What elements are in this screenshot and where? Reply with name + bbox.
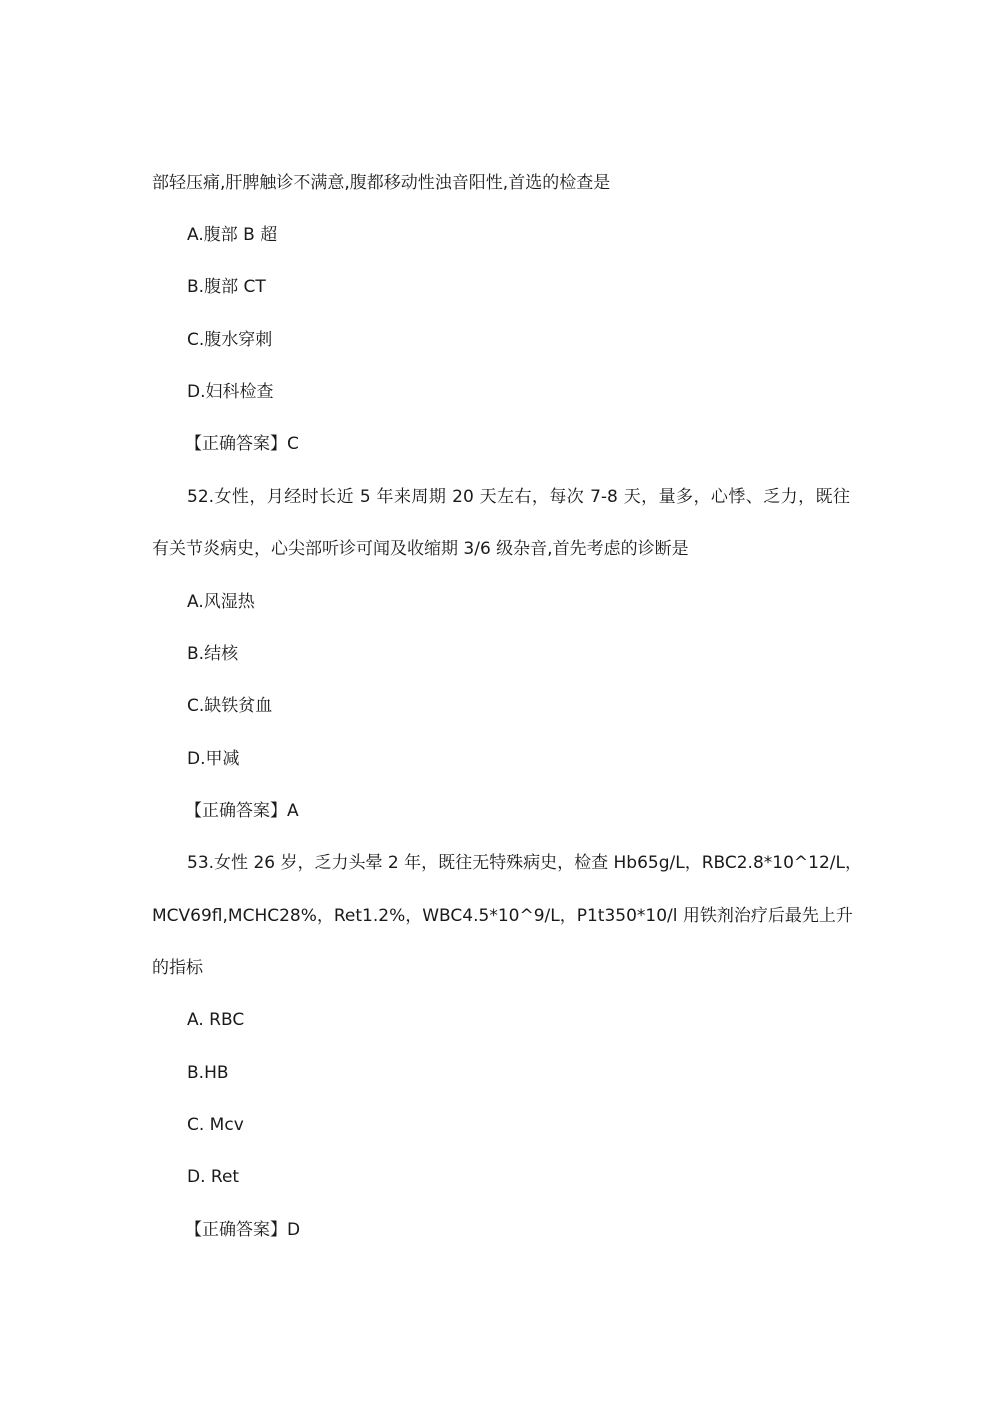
question-52-option-c: C.缺铁贫血 — [187, 696, 273, 716]
question-52-stem-line-1: 52.女性，月经时长近 5 年来周期 20 天左右，每次 7-8 天，量多，心悸、乏力，既往 — [187, 487, 850, 507]
question-52-option-d: D.甲减 — [187, 749, 240, 769]
question-53-option-c: C. Mcv — [187, 1115, 244, 1135]
question-51-stem-continuation: 部轻压痛,肝脾触诊不满意,腹都移动性浊音阳性,首选的检查是 — [152, 173, 611, 193]
question-53-answer: 【正确答案】D — [185, 1220, 301, 1240]
question-52-answer: 【正确答案】A — [185, 801, 299, 821]
question-51-option-a: A.腹部 B 超 — [187, 225, 278, 245]
question-53-option-a: A. RBC — [187, 1010, 245, 1030]
question-52-option-b: B.结核 — [187, 644, 239, 664]
question-51-option-b: B.腹部 CT — [187, 277, 266, 297]
question-51-answer: 【正确答案】C — [185, 434, 299, 454]
question-51-option-d: D.妇科检查 — [187, 382, 274, 402]
question-53-stem-line-2: MCV69fl,MCHC28%，Ret1.2%，WBC4.5*10^9/L，P1t350*10/l 用铁剂治疗后最先上升 — [152, 906, 853, 926]
question-52-stem-line-2: 有关节炎病史，心尖部听诊可闻及收缩期 3/6 级杂音,首先考虑的诊断是 — [152, 539, 689, 559]
question-53-option-d: D. Ret — [187, 1167, 240, 1187]
question-51-option-c: C.腹水穿刺 — [187, 330, 273, 350]
question-53-stem-line-3: 的指标 — [152, 958, 203, 978]
question-53-option-b: B.HB — [187, 1063, 229, 1083]
question-53-stem-line-1: 53.女性 26 岁，乏力头晕 2 年，既往无特殊病史，检查 Hb65g/L，RBC2.8*10^12/L， — [187, 853, 862, 873]
question-52-option-a: A.风湿热 — [187, 592, 255, 612]
